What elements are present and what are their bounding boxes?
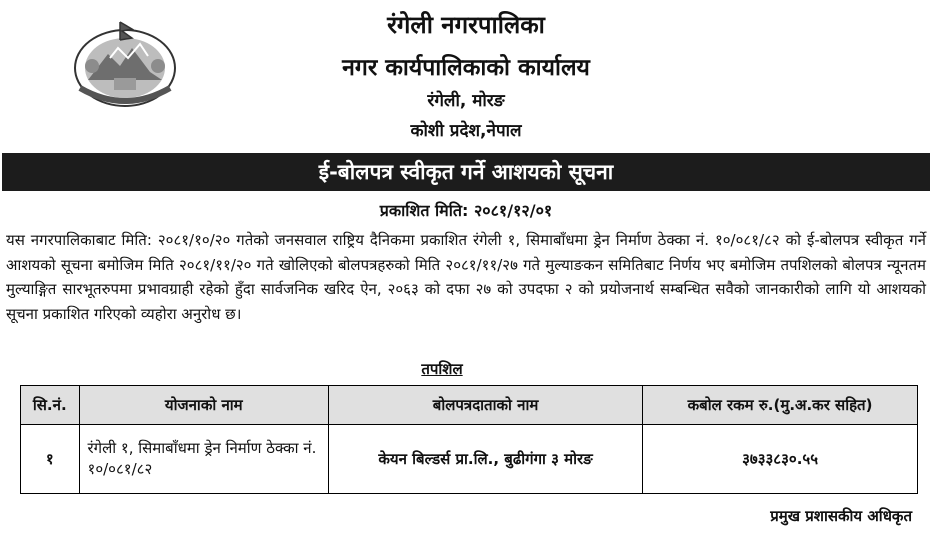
cell-serial-number: १	[21, 425, 80, 494]
cell-bid-amount: ३७३३८३०.५५	[643, 425, 918, 494]
header-serial-number: सि.नं.	[21, 386, 80, 425]
notice-title: ई-बोलपत्र स्वीकृत गर्ने आशयको सूचना	[2, 153, 930, 191]
signature-title: प्रमुख प्रशासकीय अधिकृत	[770, 507, 912, 525]
header-bid-amount: कबोल रकम रु.(मु.अ.कर सहित)	[643, 386, 918, 425]
header-bidder-name: बोलपत्रदाताको नाम	[328, 386, 642, 425]
cell-bidder-name: केयन बिल्डर्स प्रा.लि., बुढीगंगा ३ मोरङ	[328, 425, 642, 494]
office-name: नगर कार्यपालिकाको कार्यालय	[342, 55, 590, 81]
municipality-name: रंगेली नगरपालिका	[387, 11, 545, 39]
published-date: प्रकाशित मिति: २०८१/१२/०१	[379, 201, 553, 220]
header-project-name: योजनाको नाम	[79, 386, 328, 425]
table-row	[21, 425, 918, 494]
letterhead	[0, 0, 932, 150]
table-header-row	[21, 386, 918, 425]
cell-project-name: रंगेली १, सिमाबाँधमा ड्रेन निर्माण ठेक्का नं. १०/०८१/८२	[79, 425, 328, 494]
office-address: रंगेली, मोरङ	[427, 91, 505, 111]
notice-body: यस नगरपालिकाबाट मिति: २०८१/१०/२० गतेको जनसवाल राष्ट्रिय दैनिकमा प्रकाशित रंगेली १, सिमाबाँधमा ड्रेन निर्माण ठेक्का नं. १०/०८१/८२ को ई-बोलपत्र स्वीकृत गर्ने आशयको सूचना बमोजिम मिति २०८१/११/२० गते खोलिएको बोलपत्रहरुको मिति २०८१/११/२७ गते मुल्याङकन समितिबाट निर्णय भए बमोजिम तपशिलको बोलपत्र न्यूनतम मुल्याङ्गित सारभूतरुपमा प्रभावग्राही रहेको हुँदा सार्वजनिक खरिद ऐन, २०६३ को दफा २७ को उपदफा २ को प्रयोजनार्थ सम्बन्धित सवैको जानकारीको लागि यो आशयको सूचना प्रकाशित गरिएको व्यहोरा अनुरोध छ।	[6, 231, 926, 323]
bid-details-table	[20, 385, 918, 494]
details-heading: तपशिल	[421, 360, 463, 378]
province-country: कोशी प्रदेश,नेपाल	[410, 121, 522, 141]
